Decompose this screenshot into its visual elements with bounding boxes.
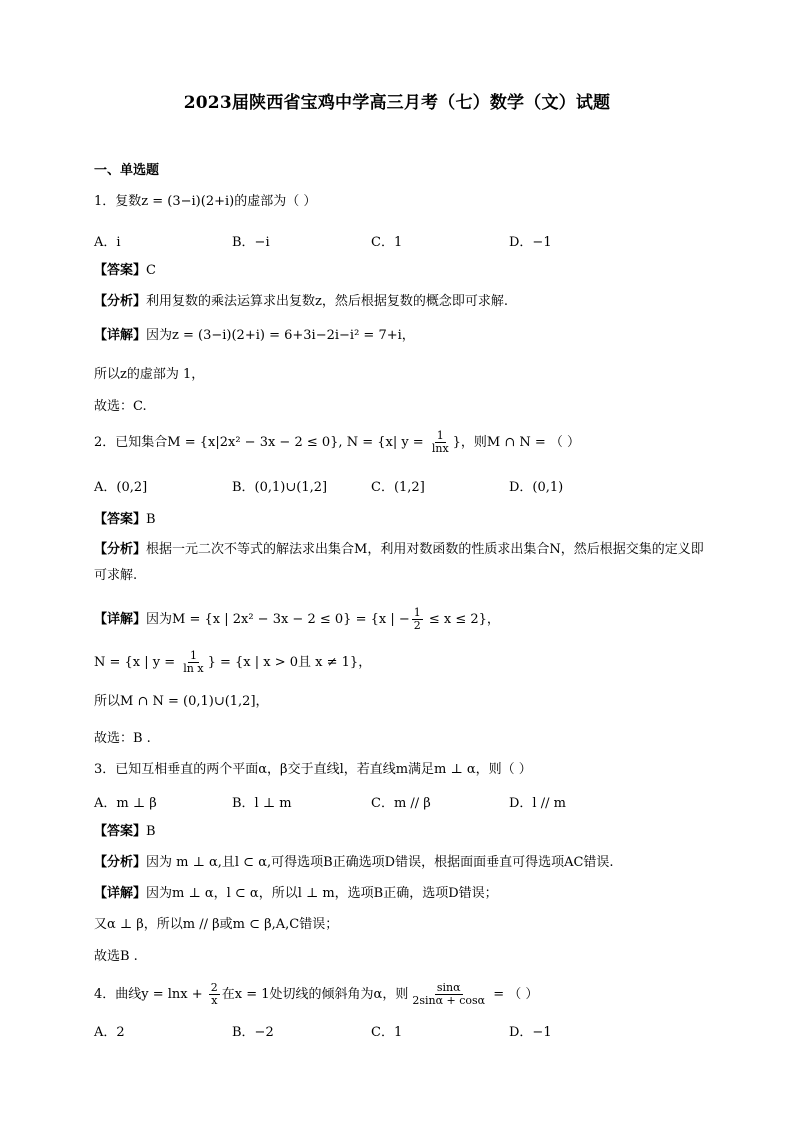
q4-option-b: B．−2 — [232, 1025, 274, 1040]
q4-stem — [94, 982, 538, 1007]
q4-frac-1 — [209, 982, 220, 1007]
q2-n-b: } = {x | x > 0且 x ≠ 1}， — [207, 655, 372, 670]
q1-line2: 所以z的虚部为 1， — [94, 367, 205, 382]
q4-option-d: D．−1 — [509, 1025, 552, 1040]
q4-option-a: A．2 — [94, 1025, 125, 1040]
q4-stem-a: 4．曲线y = lnx + — [94, 987, 207, 1002]
q3-option-d: D．l // m — [509, 796, 566, 811]
frac-den: lnx — [431, 442, 449, 455]
q2-result: 所以M ∩ N = (0,1)∪(1,2]， — [94, 694, 269, 709]
q2-stem — [94, 430, 580, 455]
q1-stem: 1．复数z = (3−i)(2+i)的虚部为（ ） — [94, 194, 317, 209]
q2-detail-b: ≤ x ≤ 2}， — [424, 612, 500, 627]
q1-option-b: B．−i — [232, 235, 270, 250]
q2-option-a: A．(0,2] — [94, 480, 148, 495]
q1-analysis — [94, 293, 508, 311]
q2-n-frac — [181, 650, 205, 675]
analysis-tag: 【分析】 — [94, 294, 147, 309]
frac-den: ln x — [183, 662, 204, 675]
section-heading: 一、单选题 — [94, 163, 160, 178]
answer-value: B — [146, 512, 156, 527]
q1-choose: 故选：C. — [94, 399, 147, 414]
page-title: 2023届陕西省宝鸡中学高三月考（七）数学（文）试题 — [183, 93, 611, 113]
frac-den: x — [211, 994, 218, 1007]
q3-line2: 又α ⊥ β，所以m // β或m ⊂ β,A,C错误； — [94, 917, 339, 932]
q3-choose: 故选B . — [94, 949, 138, 964]
q3-option-c: C．m // β — [371, 796, 431, 811]
q2-choose: 故选：B . — [94, 731, 151, 746]
frac-num: 1 — [436, 429, 444, 442]
q1-option-a: A．i — [94, 235, 121, 250]
detail-tag: 【详解】 — [94, 886, 147, 901]
q3-stem: 3．已知互相垂直的两个平面α，β交于直线l，若直线m满足m ⊥ α，则（ ） — [94, 762, 532, 777]
q2-detail-frac — [412, 607, 423, 632]
frac-num: 2 — [210, 981, 218, 994]
answer-value: C — [146, 263, 156, 278]
q3-option-b: B．l ⊥ m — [232, 796, 292, 811]
q2-stem-b: }，则M ∩ N = （ ） — [452, 435, 581, 450]
frac-num: sinα — [436, 981, 461, 994]
frac-den: 2 — [413, 619, 421, 632]
detail-tag: 【详解】 — [94, 328, 147, 343]
q1-option-d: D．−1 — [509, 235, 552, 250]
analysis-tag: 【分析】 — [94, 542, 147, 557]
q3-answer — [94, 823, 156, 841]
q4-frac-2 — [410, 982, 487, 1007]
detail-text: 因为z = (3−i)(2+i) = 6+3i−2i−i² = 7+i， — [146, 328, 415, 343]
q2-analysis — [94, 537, 704, 589]
q2-detail — [94, 607, 500, 632]
q1-answer — [94, 262, 156, 280]
frac-num: 1 — [189, 649, 197, 662]
q4-stem-c: = （ ） — [489, 987, 539, 1002]
q2-stem-a: 2．已知集合M = {x|2x² − 3x − 2 ≤ 0}, N = {x| y = — [94, 435, 428, 450]
q2-option-d: D．(0,1) — [509, 480, 564, 495]
q4-option-c: C．1 — [371, 1025, 403, 1040]
q2-n-a: N = {x | y = — [94, 655, 180, 670]
q3-detail — [94, 885, 498, 903]
frac-num: 1 — [413, 606, 421, 619]
detail-text: 因为m ⊥ α，l ⊂ α，所以l ⊥ m，选项B正确，选项D错误； — [146, 886, 498, 901]
detail-tag: 【详解】 — [94, 612, 147, 627]
analysis-tag: 【分析】 — [94, 855, 147, 870]
frac-den: 2sinα + cosα — [412, 994, 486, 1007]
q1-option-c: C．1 — [371, 235, 403, 250]
q1-detail — [94, 327, 415, 345]
analysis-text: 根据一元二次不等式的解法求出集合M，利用对数函数的性质求出集合N，然后根据交集的定义即可求解. — [94, 542, 704, 583]
q3-analysis — [94, 854, 614, 872]
answer-tag: 【答案】 — [94, 512, 147, 527]
q2-option-c: C．(1,2] — [371, 480, 425, 495]
answer-tag: 【答案】 — [94, 263, 147, 278]
q2-stem-frac — [430, 430, 451, 455]
analysis-text: 利用复数的乘法运算求出复数z，然后根据复数的概念即可求解. — [146, 294, 508, 309]
answer-tag: 【答案】 — [94, 824, 147, 839]
q2-option-b: B．(0,1)∪(1,2] — [232, 480, 328, 495]
q4-stem-b: 在x = 1处切线的倾斜角为α，则 — [221, 987, 409, 1002]
q3-option-a: A．m ⊥ β — [94, 796, 157, 811]
analysis-text: 因为 m ⊥ α,且l ⊂ α,可得选项B正确选项D错误，根据面面垂直可得选项AC错误. — [146, 855, 614, 870]
q2-set-n — [94, 650, 371, 675]
answer-value: B — [146, 824, 156, 839]
q2-answer — [94, 511, 156, 529]
q2-detail-a: 因为M = {x | 2x² − 3x − 2 ≤ 0} = {x | − — [146, 612, 410, 627]
